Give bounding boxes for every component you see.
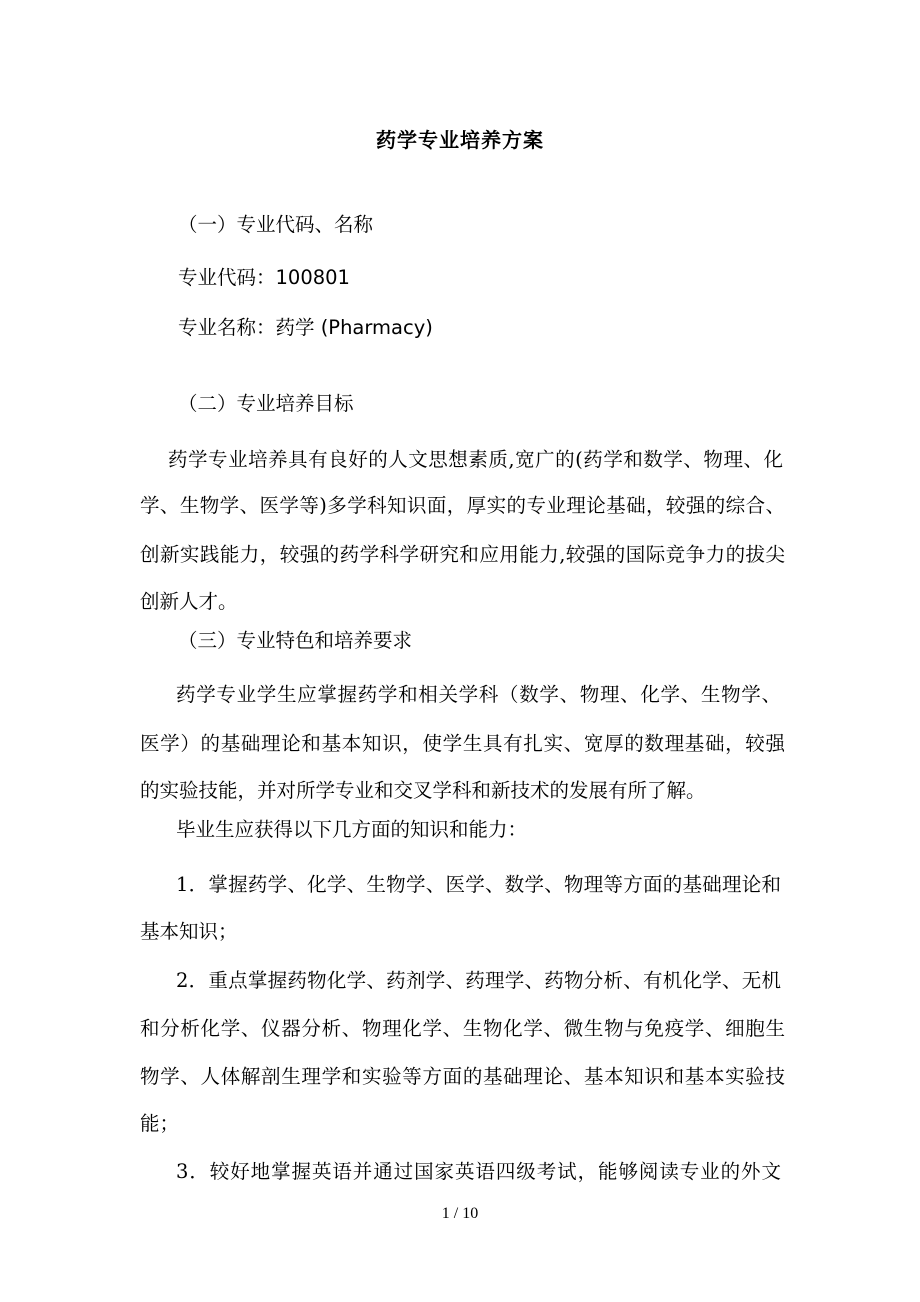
page-title: 药学专业培养方案 [376, 128, 544, 152]
list-item-line: 物学、人体解剖生理学和实验等方面的基础理论、基本知识和基本实验技 [140, 1065, 785, 1088]
list-item-line: 和分析化学、仪器分析、物理化学、生物化学、微生物与免疫学、细胞生 [140, 1017, 785, 1040]
major-name-line [178, 316, 433, 340]
paragraph-line: 药学专业培养具有良好的人文思想素质,宽广的(药学和数学、物理、化 [168, 448, 783, 471]
paragraph-line: 的实验技能，并对所学专业和交叉学科和新技术的发展有所了解。 [140, 779, 706, 802]
list-item-line: 1．掌握药学、化学、生物学、医学、数学、物理等方面的基础理论和 [176, 873, 781, 896]
paragraph-line: 毕业生应获得以下几方面的知识和能力： [176, 818, 528, 841]
paragraph-line: 学、生物学、医学等)多学科知识面，厚实的专业理论基础，较强的综合、 [140, 494, 785, 517]
list-item-line: 2．重点掌握药物化学、药剂学、药理学、药物分析、有机化学、无机 [176, 969, 781, 992]
major-code-value: 100801 [275, 266, 350, 289]
paragraph-line: 医学）的基础理论和基本知识，使学生具有扎实、宽厚的数理基础，较强 [140, 732, 785, 755]
list-item-line: 3．较好地掌握英语并通过国家英语四级考试，能够阅读专业的外文 [176, 1160, 781, 1183]
major-name-label: 专业名称：药学 [178, 316, 321, 339]
section-heading-2: （二）专业培养目标 [178, 392, 354, 415]
major-code-line [178, 266, 350, 290]
section-heading-3: （三）专业特色和培养要求 [178, 629, 413, 652]
list-item-line: 基本知识； [140, 920, 238, 943]
major-name-value: (Pharmacy) [320, 316, 433, 339]
paragraph-line: 创新人才。 [140, 590, 238, 613]
major-code-label: 专业代码： [178, 266, 276, 289]
list-item-line: 能； [140, 1112, 180, 1135]
paragraph-line: 药学专业学生应掌握药学和相关学科（数学、物理、化学、生物学、 [176, 683, 781, 706]
section-heading-1: （一）专业代码、名称 [178, 213, 374, 236]
paragraph-line: 创新实践能力，较强的药学科学研究和应用能力,较强的国际竞争力的拔尖 [140, 543, 785, 566]
page-number: 1 / 10 [441, 1205, 479, 1222]
